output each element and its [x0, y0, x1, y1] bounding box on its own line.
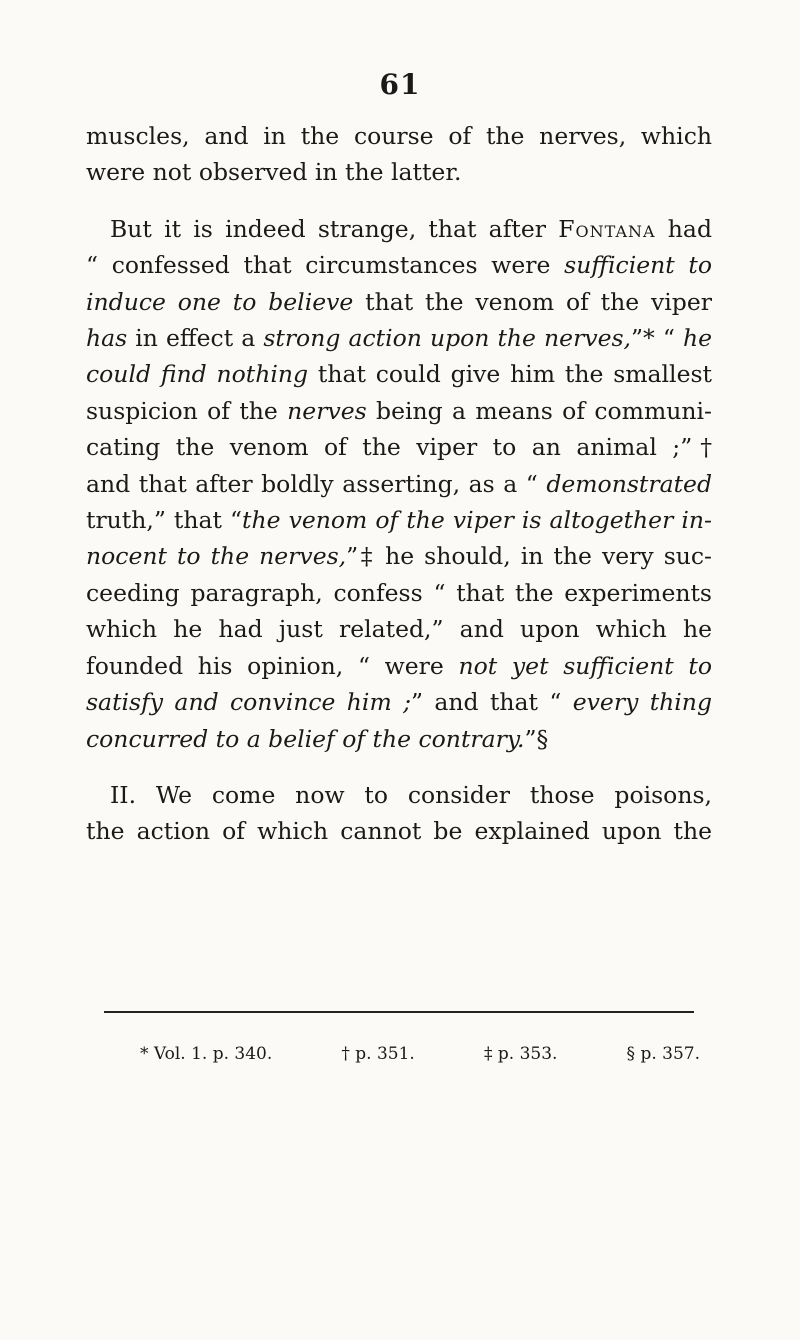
text-line: But it is indeed strange, that after Fontana had: [110, 214, 712, 243]
author-name: Fontana: [558, 214, 656, 243]
footnote: ‡ p. 353.: [483, 1044, 558, 1064]
text-line: nocent to the nerves,”‡ he should, in the very suc-: [86, 542, 712, 571]
text-line: could find nothing that could give him the smallest: [86, 360, 712, 389]
footnote-divider: [104, 1011, 694, 1013]
text-line: concurred to a belief of the contrary.”§: [86, 724, 549, 753]
text-line: and that after boldly asserting, as a “ demonstrated: [86, 469, 712, 498]
text-line: “ confessed that circumstances were sufficient to: [86, 251, 712, 280]
text-line: ceeding paragraph, confess “ that the experiments: [86, 578, 712, 607]
text-line: founded his opinion, “ were not yet sufficient to: [86, 651, 712, 680]
text-line: muscles, and in the course of the nerves, which: [86, 122, 712, 150]
text-line: satisfy and convince him ;” and that “ every thing: [86, 688, 712, 717]
footnotes: [140, 1044, 700, 1064]
footnote: † p. 351.: [341, 1044, 415, 1064]
body-text: [86, 118, 712, 850]
text-line: cating the venom of the viper to an animal ;”†: [86, 433, 712, 462]
paragraph-section-ii: [86, 777, 712, 850]
paragraph-fontana: [86, 211, 712, 757]
paragraph-continuation: [86, 118, 712, 191]
text-line: the action of which cannot be explained upon the: [86, 817, 712, 846]
text-line: suspicion of the nerves being a means of communi-: [86, 396, 712, 425]
page-number: 61: [379, 68, 421, 101]
text-line: has in effect a strong action upon the nerves,”* “ he: [86, 324, 713, 353]
text-line: which he had just related,” and upon which he: [86, 615, 712, 644]
footnote: § p. 357.: [626, 1044, 700, 1064]
text-line: were not observed in the latter.: [86, 158, 462, 187]
text-line: II. We come now to consider those poisons,: [110, 780, 712, 809]
text-line: induce one to believe that the venom of the viper: [86, 287, 712, 316]
text-line: truth,” that “the venom of the viper is altogether in-: [86, 506, 712, 535]
footnote: * Vol. 1. p. 340.: [140, 1044, 273, 1064]
